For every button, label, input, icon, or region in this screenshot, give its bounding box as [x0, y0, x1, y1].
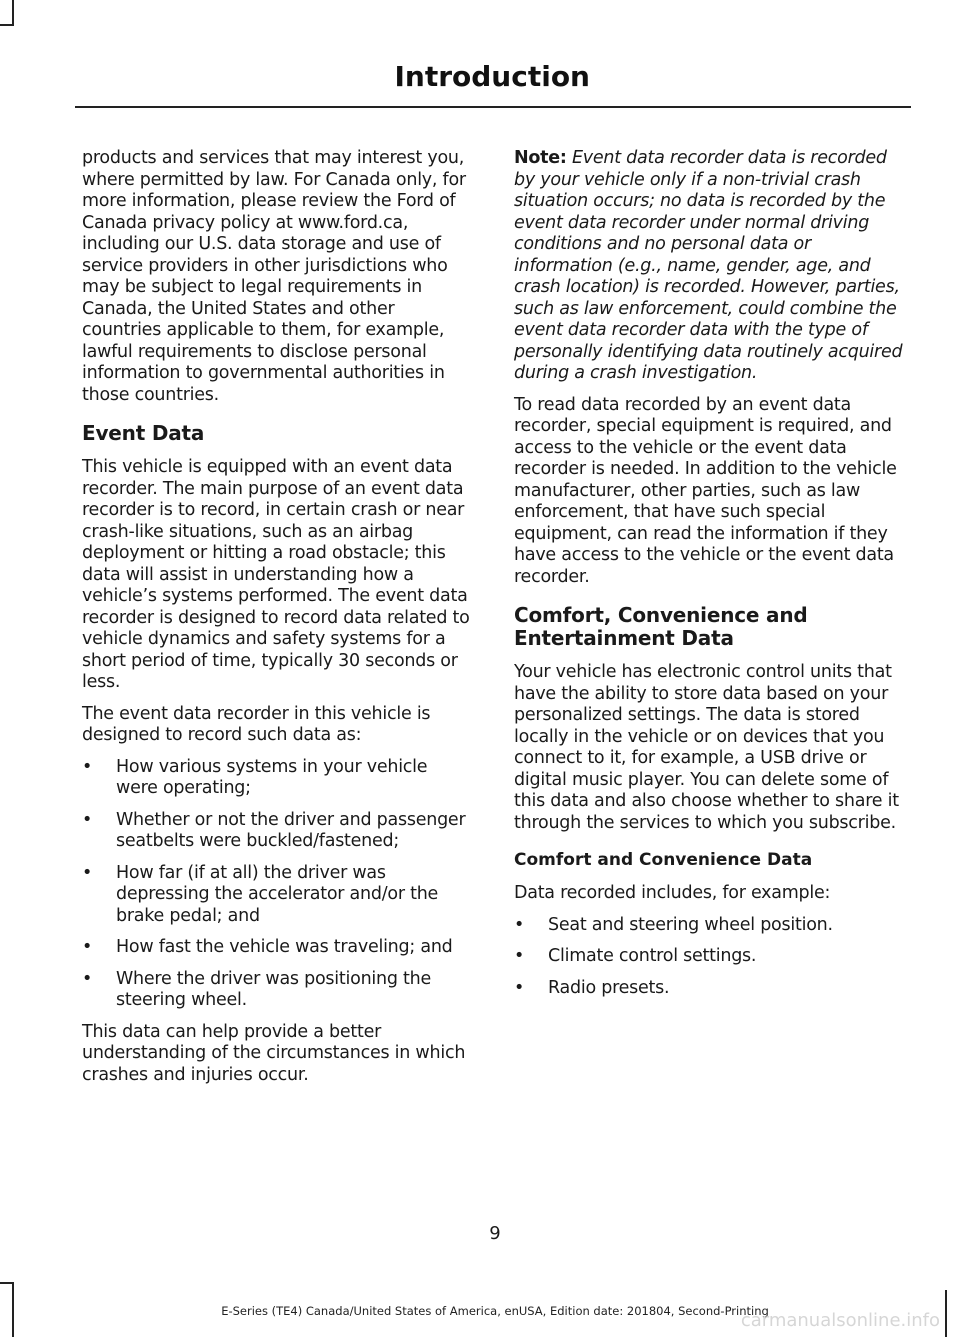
right-column: [514, 148, 910, 1009]
footer-edition-info: E-Series (TE4) Canada/United States of America, enUSA, Edition date: 201804, Second-Printing: [221, 1304, 769, 1318]
crop-mark-top-left-v: [12, 0, 14, 24]
list-item: • Radio presets.: [514, 977, 670, 998]
event-data-heading: Event Data: [82, 421, 205, 445]
watermark: carmanualsonline.info: [740, 1310, 940, 1331]
event-data-list: [82, 757, 474, 1012]
bullet-glyph: •: [82, 937, 93, 957]
note-text: Event data recorder data is recorded by your vehicle only if a non-trivial crash situation occurs; no data is recorded by the event data recorder under normal driving conditions and no personal data or information (e.g., name, gender, age, and crash location) is recorded. However, parties, such as law enforcement, could combine the event data recorder data with the type of personally identifying data routinely acquired during a crash investigation.: [514, 148, 903, 383]
note-label: Note:: [514, 148, 567, 168]
bullet-glyph: •: [82, 862, 93, 883]
bullet-glyph: •: [514, 914, 525, 935]
examples-intro: Data recorded includes, for example:: [514, 883, 831, 903]
note-paragraph: [514, 148, 910, 385]
comfort-heading: Comfort, Convenience and Entertainment Data: [514, 603, 808, 650]
list-item: • Climate control settings.: [514, 946, 757, 966]
bullet-glyph: •: [82, 756, 93, 777]
list-item: • How fast the vehicle was traveling; and: [82, 937, 453, 957]
record-intro-paragraph: The event data recorder in this vehicle is designed to record such data as:: [82, 703, 431, 745]
page-title: Introduction: [394, 60, 590, 93]
closing-paragraph: This data can help provide a better understanding of the circumstances in which crashes and injuries occur.: [82, 1021, 466, 1085]
intro-paragraph: products and services that may interest you, where permitted by law. For Canada only, for more information, please review the Ford of Canada privacy policy at www.ford.ca, including our U.S. data storage and use of service providers in other jurisdictions who may be subject to legal requirements in Canada, the United States and other countries applicable to them, for example, lawful requirements to disclose personal information to governmental authorities in those countries.: [82, 148, 466, 405]
comfort-paragraph: Your vehicle has electronic control units that have the ability to store data based on your personalized settings. The data is stored locally in the vehicle or on devices that you connect to it, for example, a USB drive or digital music player. You can delete some of this data and also choose whether to share it through the services to which you subscribe.: [514, 662, 899, 833]
header-divider: [75, 106, 911, 108]
bullet-glyph: •: [514, 946, 525, 966]
page-number: 9: [489, 1223, 501, 1244]
left-column: [82, 148, 474, 1096]
list-item: • Seat and steering wheel position.: [514, 914, 833, 935]
crop-mark-top-left-h: [0, 24, 14, 26]
list-item: • Whether or not the driver and passenger seatbelts were buckled/fastened;: [82, 809, 466, 851]
bullet-glyph: •: [82, 968, 93, 989]
list-item: • How far (if at all) the driver was depressing the accelerator and/or the brake pedal; and: [82, 862, 439, 926]
crop-mark-bottom-left-h: [0, 1282, 14, 1284]
event-data-paragraph: This vehicle is equipped with an event data recorder. The main purpose of an event data recorder is to record, in certain crash or near crash-like situations, such as an airbag deployment or hitting a road obstacle; this data will assist in understanding how a vehicle’s systems performed. The event data recorder is designed to record data related to vehicle dynamics and safety systems for a short period of time, typically 30 seconds or less.: [82, 457, 470, 692]
convenience-subheading: Comfort and Convenience Data: [514, 850, 813, 870]
bullet-glyph: •: [82, 809, 93, 830]
comfort-data-list: [514, 915, 910, 1000]
list-item: • How various systems in your vehicle were operating;: [82, 756, 428, 798]
bullet-glyph: •: [514, 977, 525, 998]
list-item: • Where the driver was positioning the steering wheel.: [82, 968, 432, 1010]
read-data-paragraph: To read data recorded by an event data recorder, special equipment is required, and access to the vehicle or the event data recorder is needed. In addition to the vehicle manufacturer, other parties, such as law enforcement, that have such special equipment, can read the information if they have access to the vehicle or the event data recorder.: [514, 394, 897, 587]
